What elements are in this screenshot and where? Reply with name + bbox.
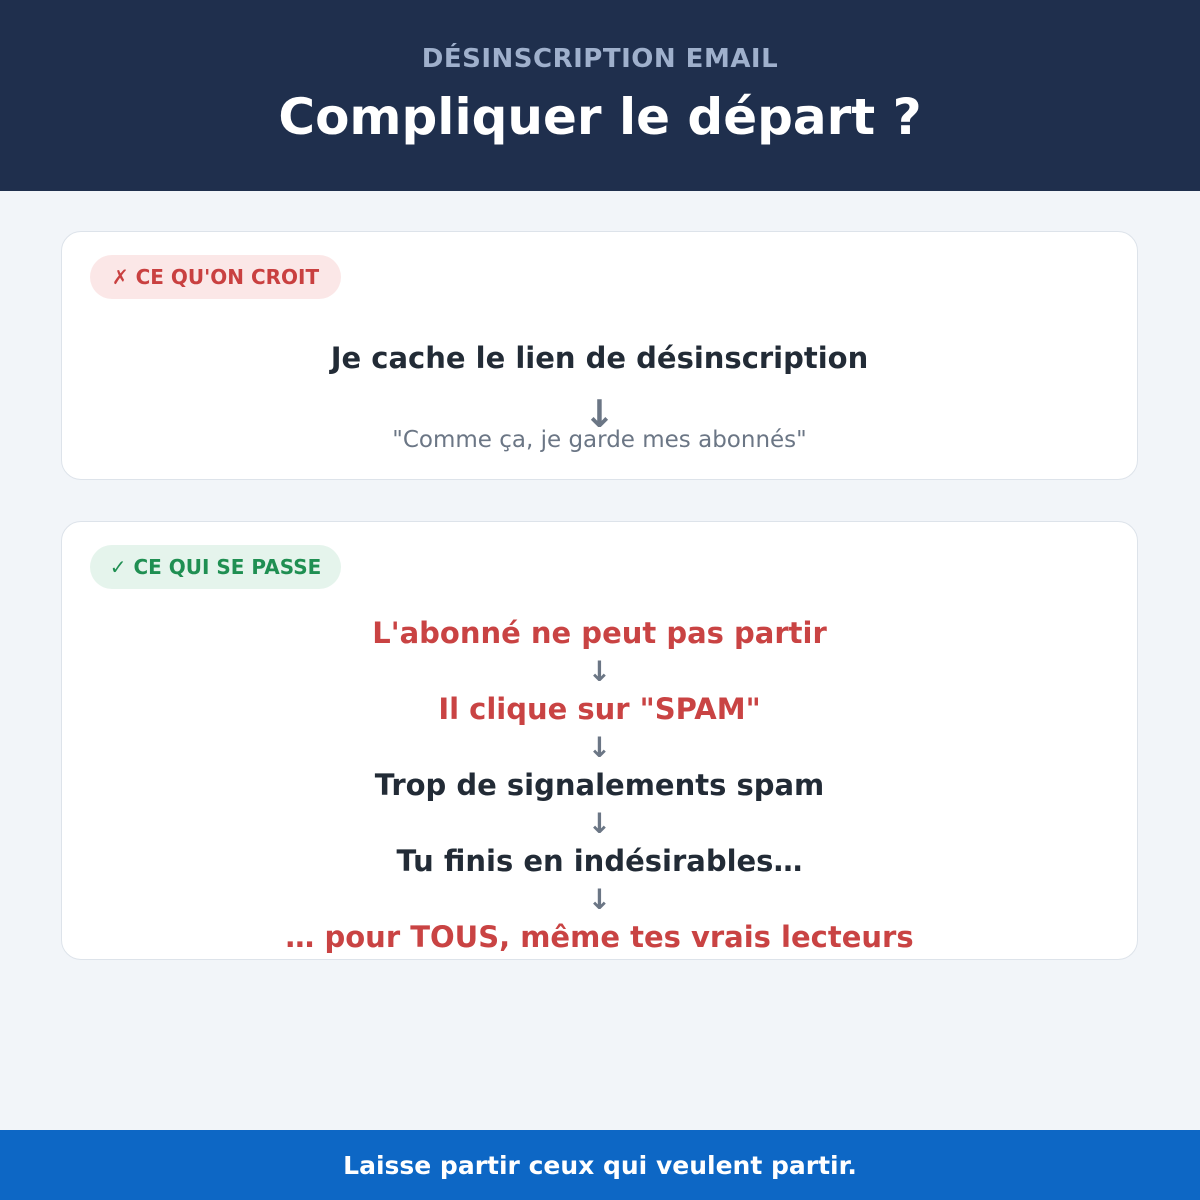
arrow-down-icon: ↓ xyxy=(583,392,616,436)
fact-step-2: Il clique sur "SPAM" xyxy=(438,692,761,726)
fact-card xyxy=(61,521,1138,960)
myth-statement: Je cache le lien de désinscription xyxy=(330,341,869,375)
arrow-down-icon: ↓ xyxy=(587,655,612,688)
myth-badge xyxy=(90,255,341,299)
fact-step-5: … pour TOUS, même tes vrais lecteurs xyxy=(285,920,914,954)
check-icon: ✓ xyxy=(109,555,127,579)
arrow-down-icon: ↓ xyxy=(587,807,612,840)
myth-card xyxy=(61,231,1138,480)
arrow-down-icon: ↓ xyxy=(587,731,612,764)
myth-badge-label: CE QU'ON CROIT xyxy=(135,265,320,289)
fact-step-4: Tu finis en indésirables… xyxy=(396,844,803,878)
fact-step-1: L'abonné ne peut pas partir xyxy=(372,616,827,650)
arrow-down-icon: ↓ xyxy=(587,883,612,916)
fact-badge xyxy=(90,545,341,589)
fact-badge-label: CE QUI SE PASSE xyxy=(133,555,322,579)
eyebrow-label: DÉSINSCRIPTION EMAIL xyxy=(421,44,779,74)
header-banner xyxy=(0,0,1200,191)
fact-step-3: Trop de signalements spam xyxy=(374,768,825,802)
footer-banner xyxy=(0,1130,1200,1200)
myth-quote: "Comme ça, je garde mes abonnés" xyxy=(392,427,807,453)
page-title: Compliquer le départ ? xyxy=(278,88,922,146)
cross-icon: ✗ xyxy=(111,265,129,289)
footer-text: Laisse partir ceux qui veulent partir. xyxy=(343,1150,857,1180)
